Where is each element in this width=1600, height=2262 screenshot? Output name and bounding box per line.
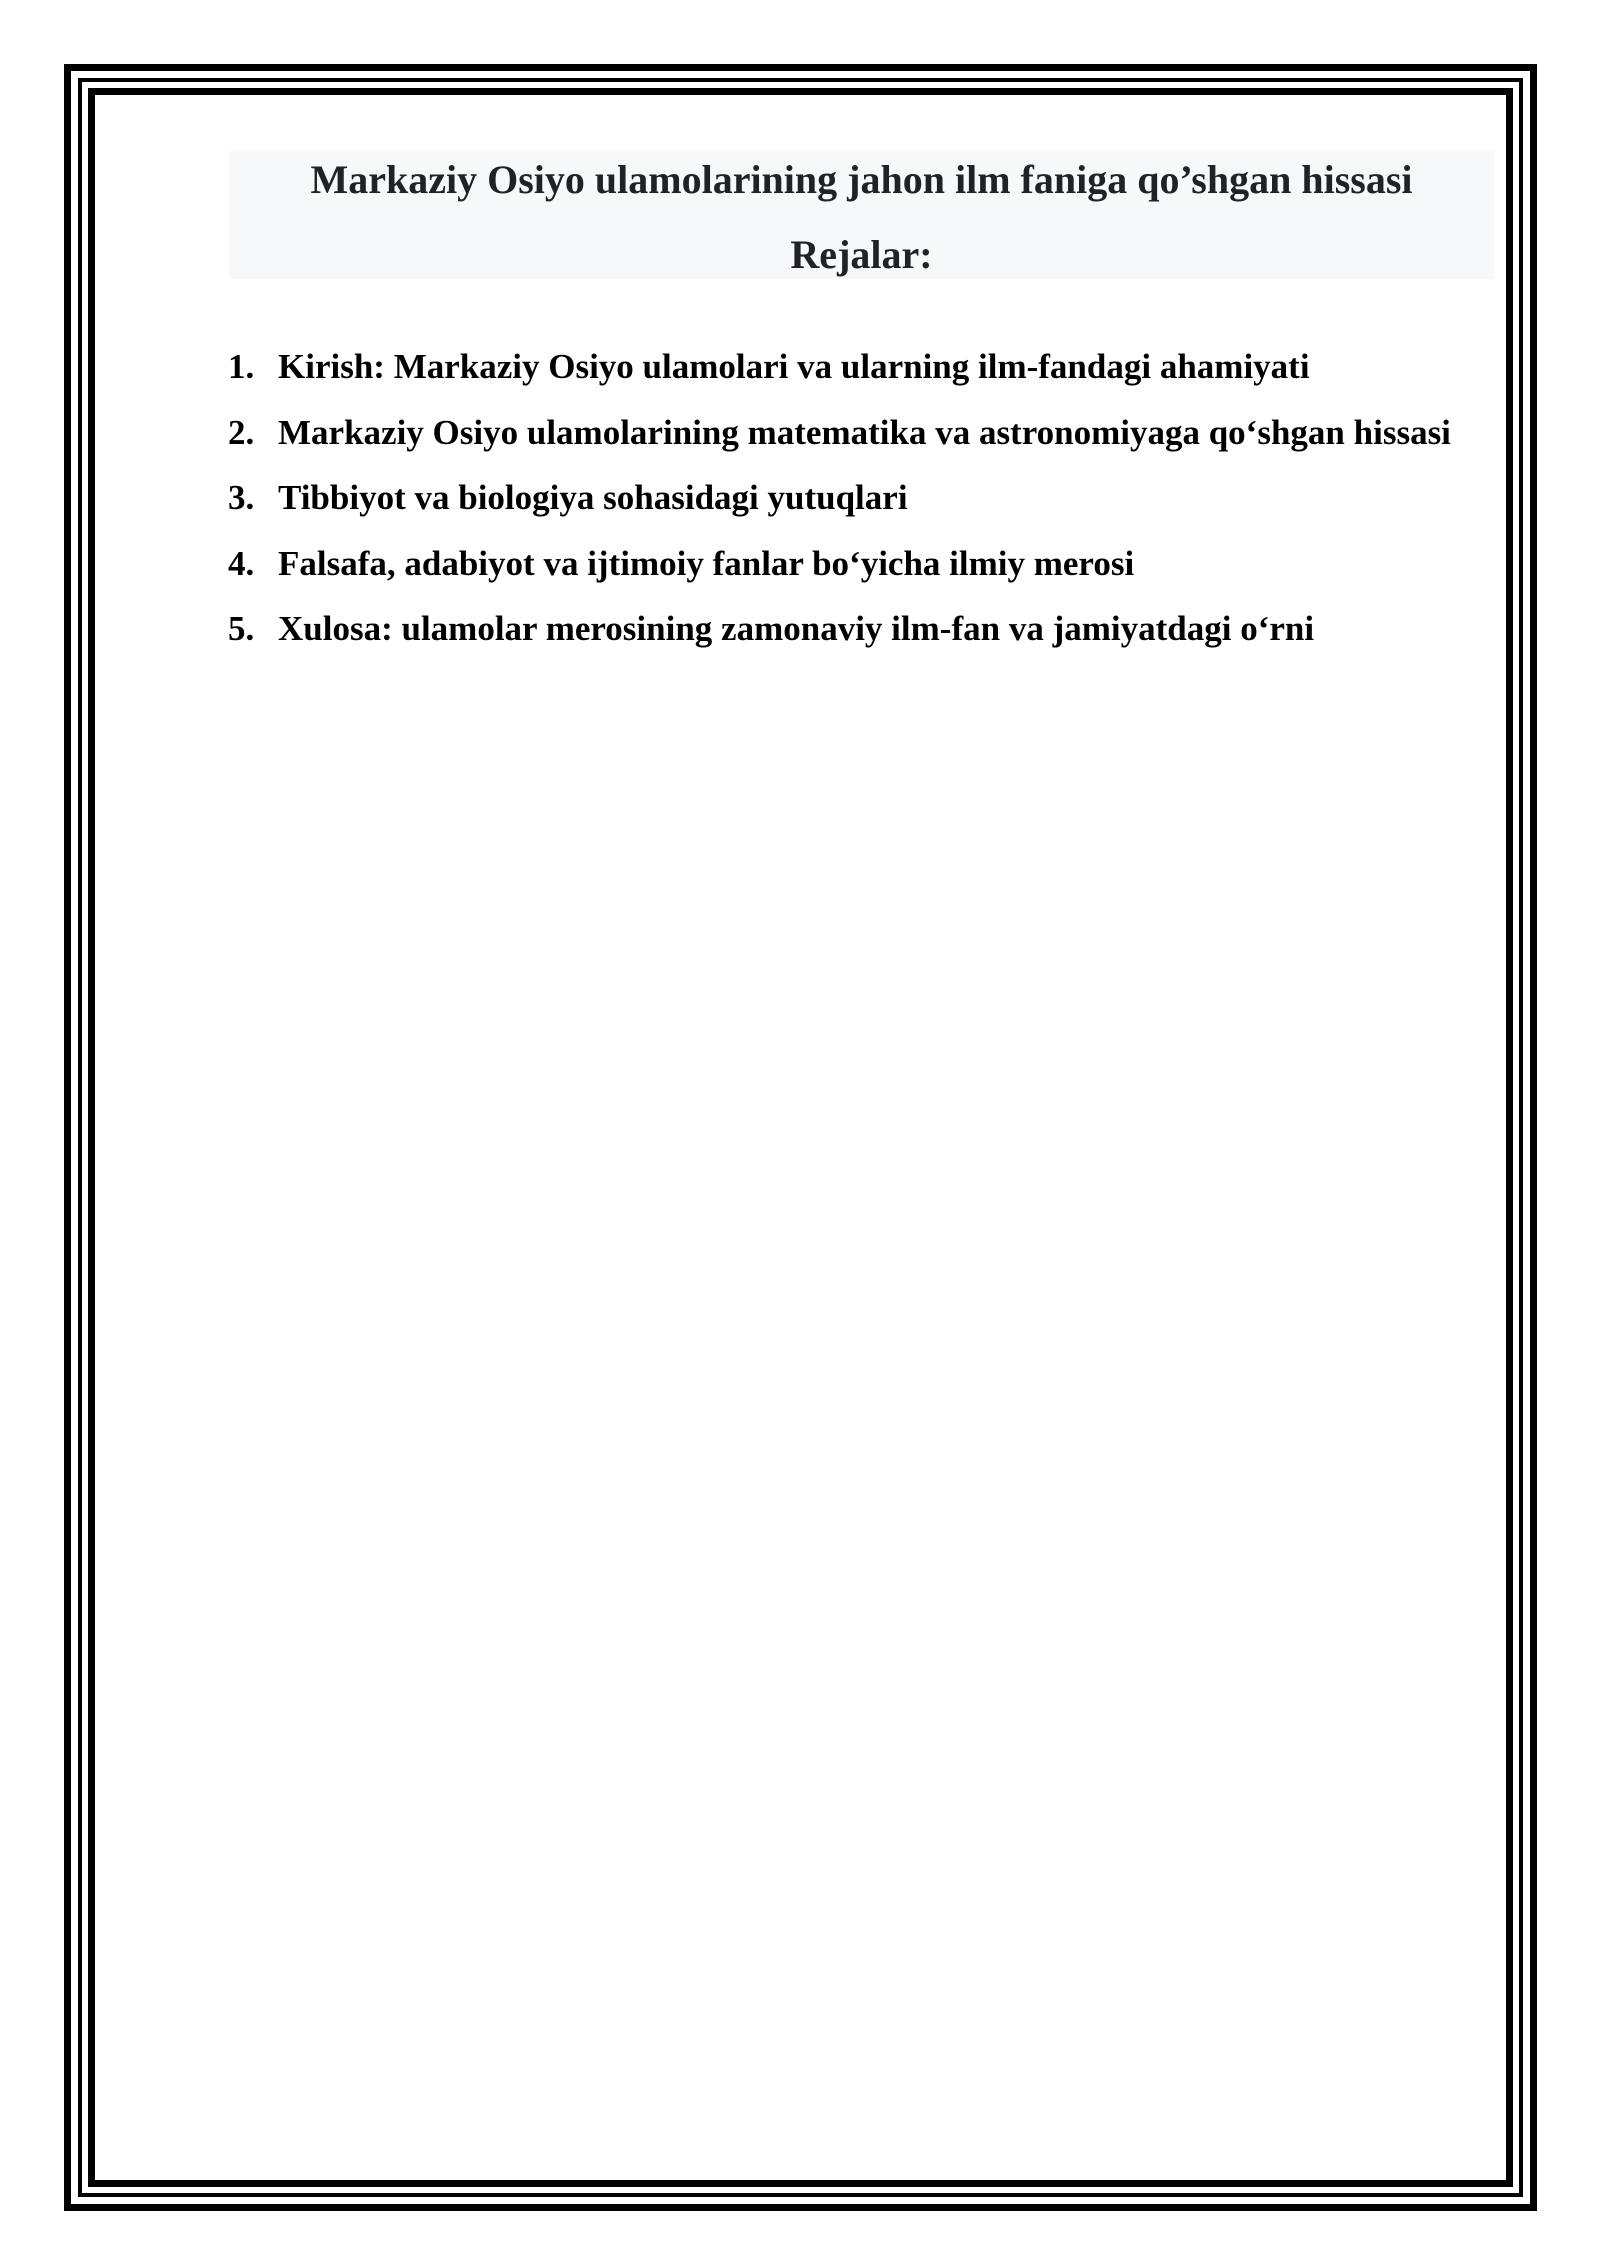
plan-item-number: 5. (228, 609, 255, 648)
plan-item-text: Falsafa, adabiyot va ijtimoiy fanlar bo‘yicha ilmiy merosi (278, 543, 1135, 583)
plan-item-text: Kirish: Markaziy Osiyo ulamolari va ularning ilm-fandagi ahamiyati (278, 347, 1310, 386)
document-title: Markaziy Osiyo ulamolarining jahon ilm faniga qo’shgan hissasi (310, 157, 1413, 202)
plan-list (228, 334, 1468, 662)
plan-item-number: 1. (228, 347, 255, 386)
plan-item-number: 3. (228, 478, 255, 517)
plan-item (228, 596, 1468, 662)
plan-item-text: Markaziy Osiyo ulamolarining matematika va astronomiyaga qo‘shgan hissasi (278, 412, 1451, 452)
plan-item (228, 334, 1468, 400)
plan-item-number: 4. (228, 543, 255, 583)
plan-item (228, 531, 1468, 597)
plan-item-text: Tibbiyot va biologiya sohasidagi yutuqlari (278, 478, 908, 517)
plan-item-text: Xulosa: ulamolar merosining zamonaviy ilm-fan va jamiyatdagi o‘rni (278, 609, 1315, 648)
plan-item-number: 2. (228, 412, 255, 452)
plan-heading: Rejalar: (790, 232, 933, 277)
plan-item (228, 465, 1468, 531)
plan-item (228, 400, 1468, 466)
